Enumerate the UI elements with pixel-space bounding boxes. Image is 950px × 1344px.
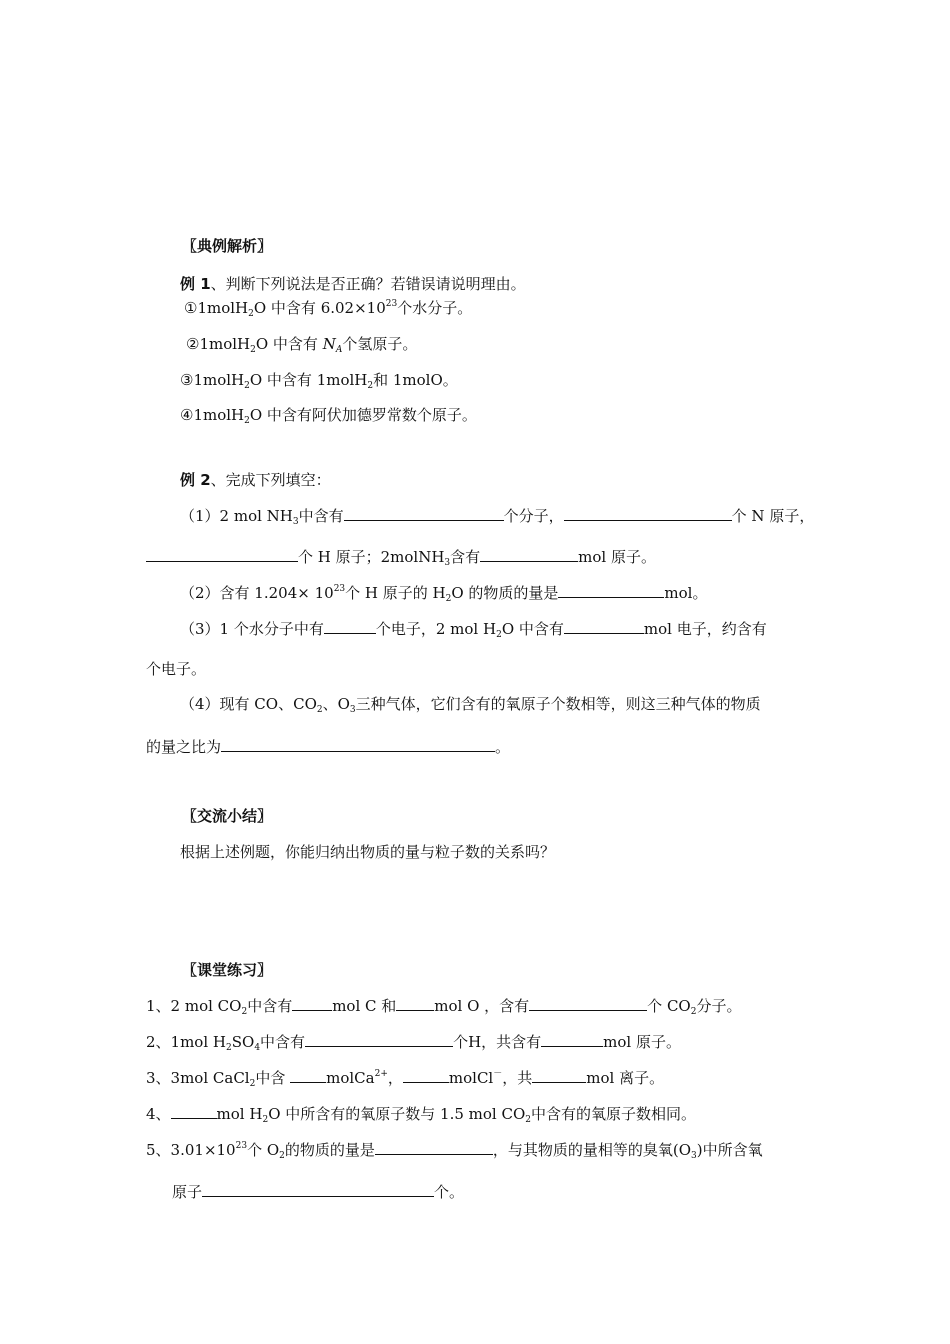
example-2-question-4: （4）现有 CO、$CO_2$、$O_3$三种气体，它们含有的氧原子个数相等，则这三种气体的物质 xyxy=(180,695,761,715)
blank[interactable] xyxy=(290,1067,326,1083)
blank[interactable] xyxy=(305,1031,453,1047)
section-title-summary: 〖交流小结〗 xyxy=(182,807,273,825)
practice-item-1: 1、2 mol $CO_2$中含有 mol C 和 mol O ，含有 个 $CO_2$分子。 xyxy=(146,997,742,1017)
blank[interactable] xyxy=(532,1067,586,1083)
practice-item-5: 5、$3.01\times 10^{23}$个 $O_2$的物质的量是 ，与其物质的量相等的臭氧$(O_3)$中所含氧 xyxy=(146,1141,763,1161)
blank[interactable] xyxy=(541,1031,603,1047)
blank[interactable] xyxy=(292,995,332,1011)
blank[interactable] xyxy=(171,1103,217,1119)
blank[interactable] xyxy=(324,618,376,634)
blank[interactable] xyxy=(221,736,495,752)
blank[interactable] xyxy=(529,995,647,1011)
example-2-question-2: （2）含有 $1.204\times 10^{23}$个 H 原子的 $H_2O$ 的物质的量是 mol。 xyxy=(180,584,708,604)
summary-question: 根据上述例题，你能归纳出物质的量与粒子数的关系吗？ xyxy=(180,843,556,861)
example-2-prompt: 例 2、完成下列填空： xyxy=(180,471,331,489)
blank[interactable] xyxy=(146,546,298,562)
example-1-statement-4: ④1molH$_2$O 中含有阿伏加德罗常数个原子。 xyxy=(180,406,477,426)
blank[interactable] xyxy=(396,995,434,1011)
blank[interactable] xyxy=(344,505,504,521)
example-1-statement-1: ①1molH$_2$O 中含有 $6.02\times 10^{23}$个水分子。 xyxy=(184,299,473,319)
practice-item-2: 2、1mol $H_2SO_4$中含有 个H，共含有 mol 原子。 xyxy=(146,1033,681,1053)
example-2-question-3-cont: 个电子。 xyxy=(146,660,207,678)
example-1-statement-3: ③1molH$_2$O 中含有 1molH$_2$和 1molO。 xyxy=(180,371,458,391)
example-2-question-3: （3）1 个水分子中有 个电子，2 mol $H_2O$ 中含有 mol 电子，约含有 xyxy=(180,620,767,640)
example-1-statement-2: ②1molH$_2$O 中含有 $N_A$个氢原子。 xyxy=(186,335,418,355)
example-2-question-1: （1）2 mol $NH_3$中含有 个分子， 个 N 原子， xyxy=(180,507,815,527)
section-title-practice: 〖课堂练习〗 xyxy=(182,961,273,979)
blank[interactable] xyxy=(564,505,732,521)
blank[interactable] xyxy=(403,1067,449,1083)
practice-item-4: 4、 mol $H_2O$ 中所含有的氧原子数与 1.5 mol $CO_2$中含有的氧原子数相同。 xyxy=(146,1105,696,1125)
blank[interactable] xyxy=(480,546,578,562)
practice-item-5-cont: 原子 个。 xyxy=(172,1183,465,1201)
practice-item-3: 3、3mol CaCl$_2$中含 molCa$^{2+}$， molCl－，共 mol 离子。 xyxy=(146,1069,665,1089)
blank[interactable] xyxy=(564,618,644,634)
example-2-question-4-cont: 的量之比为 。 xyxy=(146,738,511,756)
example-2-question-1-cont: 个 H 原子；2molNH$_3$含有 mol 原子。 xyxy=(146,546,656,567)
blank[interactable] xyxy=(375,1139,493,1155)
blank[interactable] xyxy=(558,582,664,598)
blank[interactable] xyxy=(202,1181,434,1197)
section-title-examples: 〖典例解析〗 xyxy=(182,237,273,255)
example-1-prompt: 例 1、判断下列说法是否正确？若错误请说明理由。 xyxy=(180,275,526,293)
